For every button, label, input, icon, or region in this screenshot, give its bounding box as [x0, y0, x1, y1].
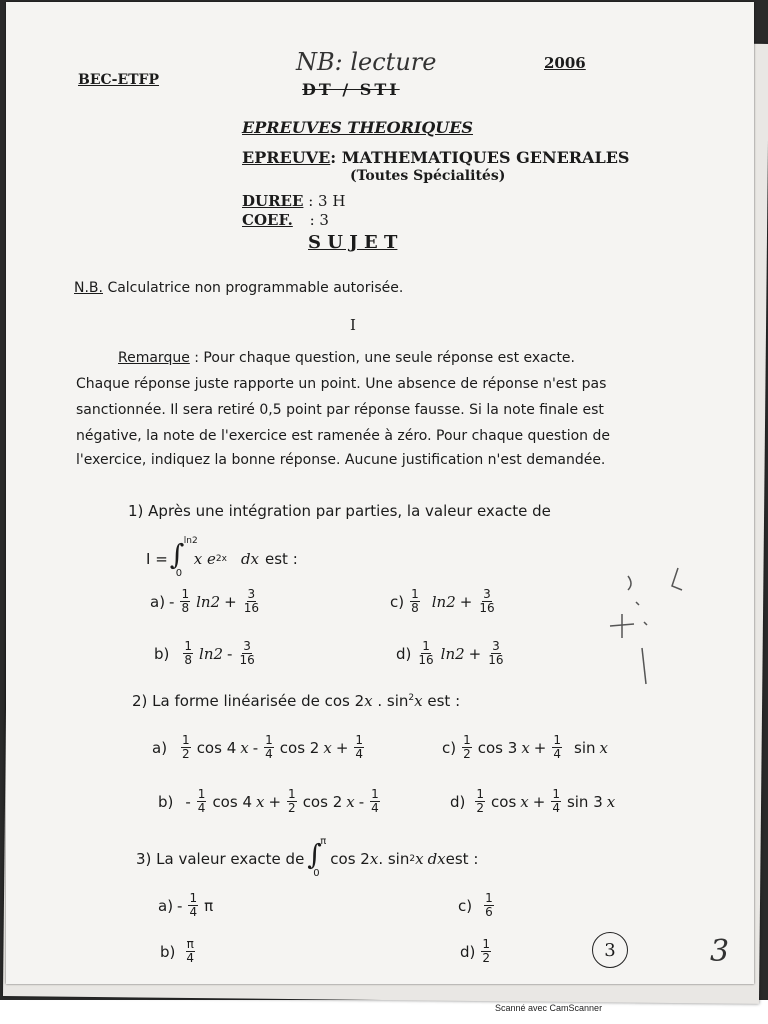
- option-label: c): [458, 896, 473, 915]
- sign: -: [169, 592, 175, 611]
- q2-dot: . sin: [372, 692, 409, 710]
- option-label: a): [152, 738, 168, 757]
- margin-scribbles: [596, 562, 706, 692]
- variable: x: [346, 792, 355, 811]
- operator: -: [252, 738, 259, 757]
- fraction: $\frac{1}{4}$: [265, 733, 273, 761]
- operator: +: [532, 792, 546, 811]
- fraction: $\frac{3}{16}$: [488, 639, 504, 667]
- q2-option-c[interactable]: [442, 734, 608, 761]
- operator: +: [468, 644, 482, 663]
- q2-tail: est :: [422, 692, 461, 710]
- fraction: $\frac{1}{4}$: [189, 891, 198, 919]
- operator: +: [533, 738, 547, 757]
- coef-label: COEF.: [242, 211, 293, 229]
- epreuve-line: [242, 148, 629, 167]
- option-label: b): [158, 792, 174, 811]
- fraction: $\frac{1}{2}$: [182, 733, 190, 761]
- fraction: $\frac{1}{2}$: [482, 937, 491, 965]
- institution-label: BEC-ETFP: [78, 72, 160, 88]
- integrand: cos 2: [330, 850, 370, 868]
- variable: x: [256, 792, 265, 811]
- remarque-text-1: : Pour chaque question, une seule réponse est exacte.: [189, 350, 575, 366]
- variable: x: [369, 850, 379, 868]
- integral-sign: ∫ π 0: [307, 836, 327, 879]
- scanner-watermark: Scanné avec CamScanner: [495, 1003, 603, 1013]
- q3-option-d[interactable]: [460, 938, 493, 965]
- operator: -: [227, 644, 233, 663]
- term: cos 4: [212, 792, 252, 811]
- q3-option-b[interactable]: [160, 938, 197, 965]
- log-term: ln2: [199, 644, 224, 663]
- epreuve-label: EPREUVE: [242, 148, 331, 167]
- operator: +: [224, 592, 237, 611]
- option-label: b): [154, 644, 170, 663]
- remarque-line-4: négative, la note de l'exercice est ramenée à zéro. Pour chaque question de: [76, 428, 610, 444]
- fraction: $\frac{3}{16}$: [239, 639, 255, 667]
- q1-option-b[interactable]: [154, 640, 258, 667]
- fraction: $\frac{1}{8}$: [181, 587, 190, 615]
- series-label: DT / STI: [302, 80, 400, 99]
- variable: x: [323, 738, 332, 757]
- q1-option-d[interactable]: [396, 640, 507, 667]
- option-label: a): [158, 896, 174, 915]
- term: cos 2: [302, 792, 343, 811]
- q1-option-a[interactable]: [150, 588, 262, 615]
- integral-sign: ∫ ln2 0: [169, 536, 198, 579]
- q3-option-a[interactable]: [158, 892, 213, 919]
- variable: x: [240, 738, 249, 757]
- integrand: x e: [193, 550, 216, 568]
- term: cos 4: [196, 738, 237, 757]
- term: sin: [574, 738, 596, 757]
- term: cos 2: [279, 738, 320, 757]
- integral-lower-bound: 0: [175, 568, 183, 579]
- fraction: $\frac{1}{2}$: [288, 787, 296, 815]
- exponent: 2: [409, 854, 416, 864]
- log-term: ln2: [440, 644, 465, 663]
- fraction: $\frac{1}{4}$: [355, 733, 364, 761]
- variable: x: [599, 738, 608, 757]
- variable: x: [364, 692, 373, 710]
- fraction: $\frac{1}{4}$: [553, 733, 561, 761]
- option-label: c): [442, 738, 457, 757]
- variable: x: [414, 692, 423, 710]
- question-1-text: 1) Après une intégration par parties, la valeur exacte de: [128, 502, 551, 520]
- variable: x: [415, 850, 424, 868]
- fraction: $\frac{1}{4}$: [371, 787, 379, 815]
- q3-pre: 3) La valeur exacte de: [136, 850, 305, 868]
- fraction: $\frac{1}{6}$: [485, 891, 493, 919]
- duree-label: DUREE: [242, 192, 304, 210]
- fraction: $\frac{1}{16}$: [418, 639, 434, 667]
- operator: +: [335, 738, 349, 757]
- question-2-text: [132, 692, 460, 710]
- question-1-tail: est :: [265, 550, 298, 568]
- q2-option-b[interactable]: [158, 788, 382, 815]
- year-label: 2006: [544, 54, 586, 72]
- circled-answer-mark: [592, 932, 628, 968]
- duree-value: : 3 H: [308, 192, 346, 210]
- operator: +: [268, 792, 282, 811]
- option-label: d): [460, 942, 476, 961]
- term: cos 3: [477, 738, 518, 757]
- remarque-line-5: l'exercice, indiquez la bonne réponse. Aucune justification n'est demandée.: [76, 452, 606, 468]
- option-label: d): [396, 644, 412, 663]
- log-term: ln2: [196, 592, 221, 611]
- question-3-text: [136, 836, 479, 879]
- q2-pre: 2) La forme linéarisée de cos 2: [132, 692, 365, 710]
- handwritten-annotation: NB: lecture: [296, 48, 437, 76]
- fraction: $\frac{1}{2}$: [463, 733, 471, 761]
- q1-option-c[interactable]: [390, 588, 498, 615]
- variable: x: [521, 738, 530, 757]
- nb-text: Calculatrice non programmable autorisée.: [107, 280, 404, 296]
- page-mark: 3: [710, 934, 730, 969]
- fraction: $\frac{3}{16}$: [243, 587, 259, 615]
- sign: -: [177, 896, 183, 915]
- nb-label: N.B.: [74, 280, 103, 296]
- epreuve-value: : MATHEMATIQUES GENERALES: [330, 148, 630, 167]
- differential: dx: [427, 850, 446, 868]
- fraction: $\frac{1}{8}$: [184, 639, 193, 667]
- term: cos: [491, 792, 517, 811]
- epreuves-title: EPREUVES THEORIQUES: [242, 118, 473, 137]
- remarque-line-2: Chaque réponse juste rapporte un point. Une absence de réponse n'est pas: [76, 376, 607, 392]
- integrand-exponent: 2x: [215, 554, 227, 564]
- sign: -: [185, 792, 191, 811]
- q3-tail: est :: [445, 850, 479, 868]
- coef-value: : 3: [309, 211, 329, 229]
- specialites-label: (Toutes Spécialités): [350, 168, 506, 184]
- option-label: c): [390, 592, 405, 611]
- coef-line: [242, 211, 329, 229]
- q3-dot: . sin: [378, 850, 410, 868]
- fraction: $\frac{1}{2}$: [476, 787, 485, 815]
- q2-option-d[interactable]: [450, 788, 615, 815]
- variable: x: [520, 792, 529, 811]
- term: sin 3: [566, 792, 603, 811]
- pi-symbol: π: [204, 896, 214, 915]
- integral-lower-bound: 0: [313, 868, 320, 879]
- circled-number: 3: [604, 939, 616, 961]
- operator: +: [459, 592, 473, 611]
- nb-line: [74, 280, 403, 296]
- option-label: b): [160, 942, 176, 961]
- remarque-line-1: [118, 350, 575, 366]
- variable: x: [606, 792, 616, 811]
- integral-upper-bound: ln2: [183, 536, 198, 546]
- option-label: a): [150, 592, 166, 611]
- question-1-integral: [146, 536, 298, 579]
- q2-option-a[interactable]: [152, 734, 366, 761]
- remarque-line-3: sanctionnée. Il sera retiré 0,5 point par réponse fausse. Si la note finale est: [76, 402, 604, 418]
- duree-line: [242, 192, 345, 210]
- q3-option-c[interactable]: [458, 892, 496, 919]
- fraction: $\frac{1}{8}$: [411, 587, 419, 615]
- exponent: 2: [408, 693, 415, 703]
- fraction: $\frac{\pi}{4}$: [186, 937, 195, 965]
- exam-sheet: [6, 2, 754, 984]
- remarque-label: Remarque: [118, 350, 190, 366]
- option-label: d): [450, 792, 466, 811]
- sujet-title: S U J E T: [308, 232, 398, 253]
- section-number: I: [350, 316, 356, 334]
- log-term: ln2: [431, 592, 456, 611]
- integral-upper-bound: π: [320, 836, 327, 847]
- operator: -: [358, 792, 365, 811]
- differential: dx: [240, 550, 259, 568]
- integral-lhs: I =: [146, 550, 168, 568]
- fraction: $\frac{1}{4}$: [197, 787, 206, 815]
- fraction: $\frac{1}{4}$: [552, 787, 560, 815]
- fraction: $\frac{3}{16}$: [479, 587, 495, 615]
